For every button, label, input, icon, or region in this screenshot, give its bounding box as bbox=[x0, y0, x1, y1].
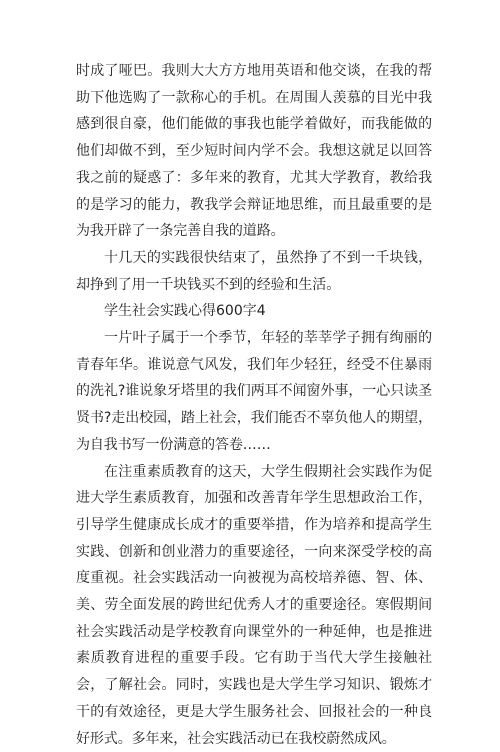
paragraph-quality-education: 在注重素质教育的这天，大学生假期社会实践作为促进大学生素质教育，加强和改善青年学生思想政治工作，引导学生健康成长成才的重要举措，作为培养和提高学生实践、创新和创业潜力的重要途径，一向来深受学校的高度重视。社会实践活动一向被视为高校培养德、智、体、美、劳全面发展的跨世纪优秀人才的重要途径。寒假期间社会实践活动是学校教育向课堂外的一种延伸，也是推进素质教育进程的重要手段。它有助于当代大学生接触社会，了解社会。同时，实践也是大学生学习知识、锻炼才干的有效途径，更是大学生服务社会、回报社会的一种良好形式。多年来，社会实践活动已在我校蔚然成风。 bbox=[76, 463, 432, 747]
paragraph-leaf-season: 一片叶子属于一个季节，年轻的莘莘学子拥有绚丽的青春年华。谁说意气风发，我们年少轻狂，经受不住暴雨的洗礼?谁说象牙塔里的我们两耳不闻窗外事，一心只读圣贤书?走出校园，踏上社会，我们能否不辜负他人的期望，为自我书写一份满意的答卷…… bbox=[76, 330, 432, 453]
essay-heading: 学生社会实践心得600字4 bbox=[104, 303, 266, 320]
paragraph-continued-story: 时成了哑巴。我则大大方方地用英语和他交谈，在我的帮助下他选购了一款称心的手机。在周围人羡慕的目光中我感到很自豪，他们能做的事我也能学着做好，而我能做的他们却做不到，至少短时间内学不会。我想这就足以回答我之前的疑惑了：多年来的教育，尤其大学教育，教给我的是学习的能力，教我学会辩证地思维，而且最重要的是为我开辟了一条完善自我的道路。 bbox=[76, 63, 432, 240]
paragraph-ten-days: 十几天的实践很快结束了，虽然挣了不到一千块钱，却挣到了用一千块钱买不到的经验和生活。 bbox=[76, 249, 432, 293]
document-body bbox=[76, 58, 432, 752]
